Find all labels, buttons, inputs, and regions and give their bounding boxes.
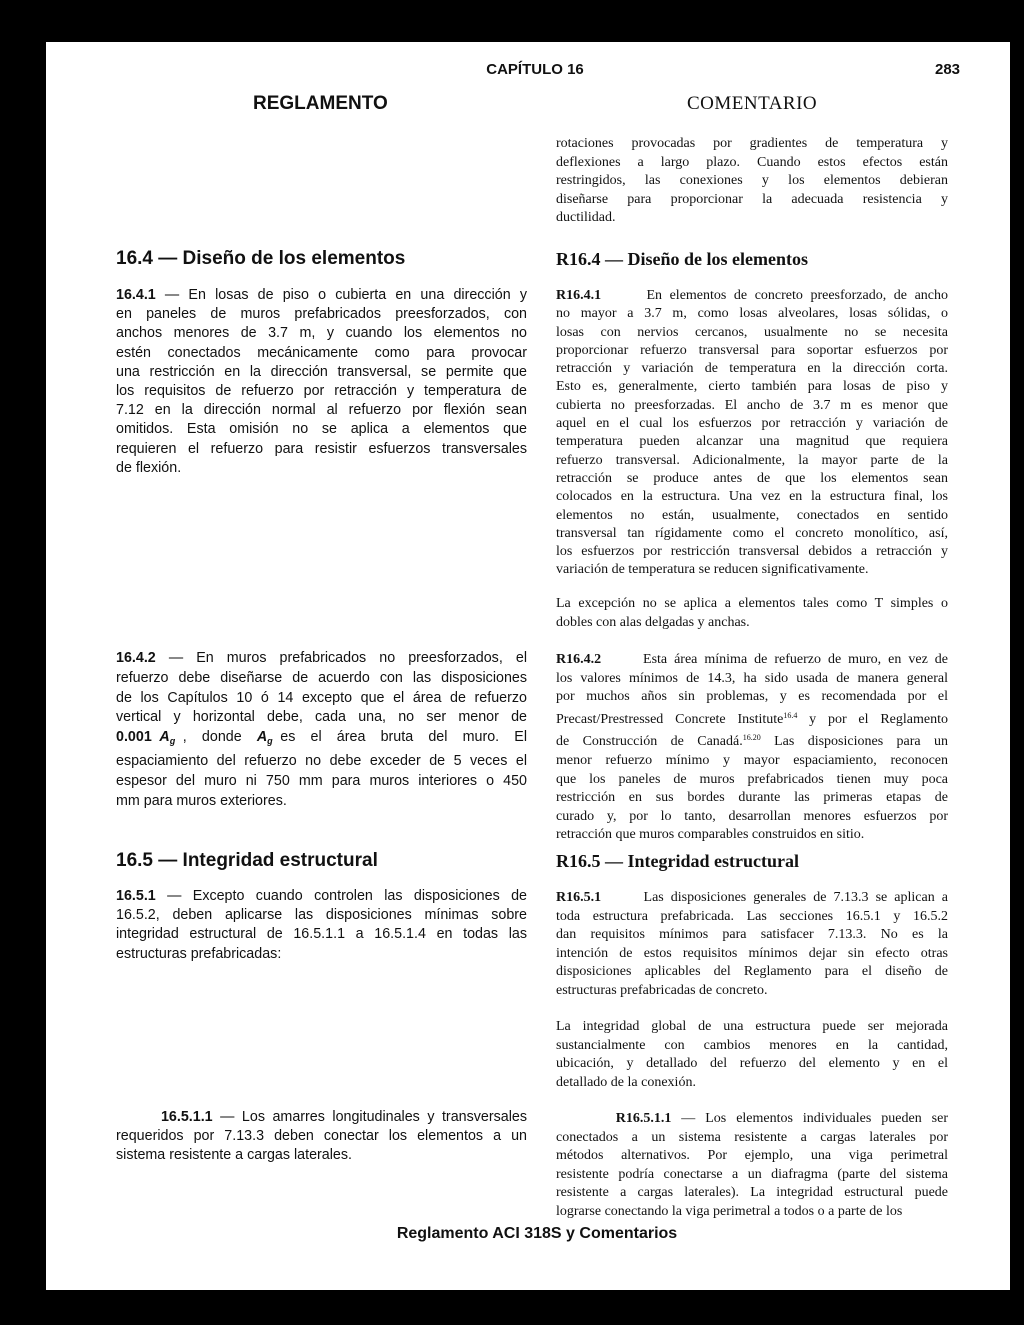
- text-run: 7.12 en la dirección normal al refuerzo por flexión sean: [116, 402, 527, 419]
- text-line: [556, 963, 948, 982]
- text-line: [116, 925, 527, 944]
- text-line: [556, 561, 948, 579]
- text-line: [556, 926, 948, 945]
- text-line: [556, 135, 948, 154]
- text-run: rotaciones provocadas por gradientes de temperatura y: [556, 136, 948, 151]
- text-run: 16.5.1: [116, 888, 156, 904]
- text-run: sistema resistente a cargas laterales.: [116, 1147, 353, 1164]
- text-line: [556, 688, 948, 707]
- text-line: [116, 1108, 527, 1127]
- text-line: [556, 651, 948, 670]
- text-line: [556, 707, 948, 730]
- superscript-reference: 16.20: [742, 733, 761, 743]
- text-run: A: [159, 729, 170, 746]
- text-run: dobles con alas delgadas y anchas.: [556, 614, 750, 630]
- page-number: 283: [935, 61, 961, 78]
- text-line: [116, 906, 527, 925]
- text-run: métodos alternativos. Por ejemplo, una viga perimetral: [556, 1148, 948, 1164]
- text-run: menor refuerzo mínimo y mayor espaciamiento, reconocen: [556, 752, 948, 768]
- text-line: [556, 452, 948, 470]
- text-line: [556, 1037, 948, 1056]
- text-run: restricción en sus bordes durante las primeras etapas de: [556, 790, 948, 806]
- paragraph-16-5-1: [116, 887, 527, 964]
- page-footer: Reglamento ACI 318S y Comentarios: [396, 1225, 678, 1242]
- text-run: [116, 1109, 161, 1125]
- text-line: [556, 729, 948, 752]
- text-run: por muchos años sin problemas, y es recomendada por el: [556, 689, 948, 705]
- text-run: no mayor a 3.7 m, como losas alveolares, losas sólidas, o: [556, 306, 948, 322]
- paragraph-16-4-2: [116, 649, 527, 811]
- text-run: resistente a cargas laterales). La integridad estructural puede: [556, 1185, 948, 1201]
- text-run: requieren el refuerzo para resistir esfuerzos transversales: [116, 440, 527, 457]
- paragraph-16-4-1: [116, 286, 527, 478]
- text-run: los valores mínimos de 14.3, ha sido usada de manera general: [556, 670, 948, 686]
- text-run: de los Capítulos 10 ó 14 excepto que el área de refuerzo: [116, 689, 527, 706]
- text-run: Precast/Prestressed Concrete Institute: [556, 711, 784, 727]
- text-run: toda estructura prefabricada. Las secciones 16.5.1 y 16.5.2: [556, 908, 948, 924]
- text-run: 16.4.1: [116, 287, 156, 303]
- text-run: conectados a un sistema resistente a cargas laterales por: [556, 1129, 948, 1145]
- text-run: transversal tan rígidamente como el concreto monolítico, así,: [556, 525, 948, 541]
- text-run: — Excepto cuando controlen las disposiciones de: [155, 888, 527, 904]
- subscript: g: [267, 736, 273, 747]
- text-line: [116, 1127, 527, 1146]
- text-line: [556, 1074, 948, 1093]
- text-run: refuerzo transversal. Adicionalmente, la mayor parte de la: [556, 452, 948, 468]
- text-run: requeridos por 7.13.3 deben conectar los elementos a un: [116, 1128, 527, 1145]
- text-run: 16.5.1.1: [160, 1109, 213, 1125]
- text-run: de Construcción de Canadá.: [556, 734, 743, 750]
- text-line: [556, 1184, 948, 1203]
- text-line: [116, 324, 527, 343]
- text-line: [556, 287, 948, 305]
- text-line: [556, 154, 948, 173]
- text-line: [556, 397, 948, 415]
- text-line: [556, 1129, 948, 1148]
- text-run: ductilidad.: [556, 210, 616, 226]
- text-run: diseñarse para proporcionar la adecuada resistencia y: [556, 191, 948, 207]
- text-run: 16.5.2, deben aplicarse las disposiciones mínimas sobre: [116, 907, 527, 924]
- text-run: [556, 1111, 616, 1126]
- text-line: [116, 1146, 527, 1165]
- section-heading-16-5: 16.5 — Integridad estructural: [116, 850, 378, 871]
- text-run: los esfuerzos por restricción transversal debidos a retracción y: [556, 544, 948, 560]
- text-run: restringidos, las conexiones y los elementos debieran: [556, 173, 948, 189]
- text-run: resistente podría conectarse a un diafragma (parte del sistema: [556, 1166, 948, 1182]
- text-line: [556, 488, 948, 506]
- text-line: [556, 982, 948, 1001]
- text-run: mm para muros exteriores.: [116, 792, 287, 809]
- text-line: [556, 378, 948, 396]
- text-run: R16.5.1: [556, 890, 602, 905]
- text-line: [556, 342, 948, 360]
- text-run: los requisitos de refuerzo por retracción y temperatura de: [116, 383, 527, 400]
- text-run: 0.001: [116, 729, 160, 746]
- text-run: losas con nervios cercanos, usualmente no se necesita: [556, 324, 948, 340]
- text-line: [556, 1203, 948, 1222]
- text-run: de flexión.: [116, 459, 182, 476]
- column-title-comentario: COMENTARIO: [687, 93, 818, 114]
- text-run: R16.4.1: [556, 288, 602, 303]
- text-line: [556, 543, 948, 561]
- text-line: [556, 771, 948, 790]
- text-run: en paneles de muros prefabricados preesforzados, con: [116, 306, 527, 323]
- text-line: [116, 305, 527, 324]
- text-line: [556, 595, 948, 614]
- text-run: lograrse conectando la viga perimetral a todos o a parte de los: [556, 1203, 903, 1219]
- text-run: es el área bruta del muro. El: [272, 729, 528, 746]
- text-run: vertical y horizontal debe, cada una, no ser menor de: [116, 709, 527, 726]
- text-run: R16.4.2: [556, 652, 602, 667]
- text-run: R16.5.1.1: [615, 1111, 672, 1126]
- text-line: [556, 507, 948, 525]
- text-run: elementos no están, usualmente, conectados en sentido: [556, 507, 948, 523]
- text-line: [116, 382, 527, 401]
- text-line: [556, 808, 948, 827]
- text-line: [556, 525, 948, 543]
- section-heading-r16-5: R16.5 — Integridad estructural: [556, 851, 799, 871]
- text-line: [556, 945, 948, 964]
- text-run: temperatura pueden alcanzar una magnitud que requiera: [556, 434, 948, 450]
- text-line: [116, 669, 527, 689]
- text-line: [116, 792, 527, 812]
- text-run: integridad estructural de 16.5.1.1 a 16.5.1.4 en todas las: [116, 926, 527, 943]
- text-line: [116, 286, 527, 305]
- text-line: [116, 887, 527, 906]
- text-line: [556, 670, 948, 689]
- text-run: curado y, por lo tanto, desarrollan menores esfuerzos por: [556, 808, 948, 824]
- paragraph-16-5-1-1: [116, 1108, 527, 1166]
- text-line: [556, 614, 948, 633]
- text-line: [116, 728, 527, 752]
- paragraph-r16-4-1-exception: [556, 595, 948, 632]
- text-run: , donde: [175, 729, 257, 746]
- text-run: Esto es, generalmente, cierto también para losas de piso y: [556, 379, 948, 395]
- text-line: [556, 826, 948, 845]
- text-line: [556, 752, 948, 771]
- superscript-reference: 16.4: [783, 710, 798, 720]
- text-line: [556, 324, 948, 342]
- text-line: [116, 344, 527, 363]
- text-run: — Los elementos individuales pueden ser: [671, 1111, 949, 1126]
- text-line: [116, 649, 527, 669]
- column-title-reglamento: REGLAMENTO: [253, 93, 388, 114]
- text-run: Esta área mínima de refuerzo de muro, en vez de: [601, 652, 948, 667]
- text-line: [556, 789, 948, 808]
- section-heading-16-4: 16.4 — Diseño de los elementos: [116, 248, 406, 269]
- commentary-intro-paragraph: [556, 135, 948, 228]
- paragraph-r16-5-1: [556, 889, 948, 1001]
- text-run: sustancialmente con cambios menores en la cantidad,: [556, 1037, 948, 1053]
- text-run: A: [256, 729, 268, 746]
- text-line: [116, 401, 527, 420]
- text-line: [116, 945, 527, 964]
- text-line: [116, 689, 527, 709]
- text-run: cubierta no preesforzadas. El ancho de 3.7 m es menor que: [556, 397, 948, 413]
- text-run: anchos menores de 3.7 m, y cuando los elementos no: [116, 325, 527, 342]
- text-run: colocados en la estructura. Una vez en la estructura final, los: [556, 489, 948, 505]
- text-run: — Los amarres longitudinales y transversales: [212, 1109, 527, 1125]
- text-line: [556, 470, 948, 488]
- text-line: [556, 415, 948, 433]
- text-run: retracción y variación de temperatura en la dirección corta.: [556, 361, 948, 377]
- text-line: [116, 708, 527, 728]
- subscript: g: [169, 736, 176, 747]
- text-line: [556, 1110, 948, 1129]
- text-run: La integridad global de una estructura puede ser mejorada: [556, 1019, 948, 1034]
- paragraph-r16-5-1-integrity: [556, 1018, 948, 1092]
- text-line: [556, 209, 948, 228]
- text-run: dan requisitos mínimos para satisfacer 7.13.3. No es la: [556, 927, 948, 943]
- paragraph-r16-4-2: [556, 651, 948, 845]
- text-line: [116, 440, 527, 459]
- text-run: una restricción en la dirección transversal, se permite que: [116, 363, 527, 380]
- text-run: 16.4.2: [116, 650, 156, 666]
- text-line: [556, 908, 948, 927]
- text-run: variación de temperatura se reducen significativamente.: [556, 562, 869, 578]
- paragraph-r16-4-1: [556, 287, 948, 580]
- text-run: proporcionar refuerzo transversal para soportar esfuerzos por: [556, 342, 948, 358]
- text-line: [116, 363, 527, 382]
- text-line: [116, 459, 527, 478]
- text-run: Las disposiciones generales de 7.13.3 se aplican a: [601, 890, 948, 905]
- text-run: espesor del muro ni 750 mm para muros interiores o 450: [116, 772, 527, 789]
- text-run: intención de estos requisitos mínimos dejar sin efecto otras: [556, 945, 948, 961]
- text-run: y por el Reglamento: [797, 711, 948, 727]
- text-line: [116, 752, 527, 772]
- text-line: [556, 433, 948, 451]
- section-heading-r16-4: R16.4 — Diseño de los elementos: [556, 249, 808, 269]
- text-line: [556, 1018, 948, 1037]
- text-run: retracción se produce antes de que los elementos sean: [556, 470, 948, 486]
- text-line: [556, 1147, 948, 1166]
- text-run: que los paneles de muros prefabricados tienen muy poca: [556, 771, 948, 787]
- text-run: detallado de la conexión.: [556, 1074, 696, 1090]
- document-page: [46, 42, 1010, 1290]
- text-run: aquel en el cual los esfuerzos por retracción y variación de: [556, 416, 948, 432]
- text-run: La excepción no se aplica a elementos tales como T simples o: [556, 596, 948, 611]
- text-run: espaciamiento del refuerzo no debe exceder de 5 veces el: [116, 752, 527, 769]
- text-run: refuerzo debe diseñarse de acuerdo con las disposiciones: [116, 669, 527, 686]
- text-line: [556, 360, 948, 378]
- text-run: — En losas de piso o cubierta en una dirección y: [155, 287, 527, 303]
- text-run: En elementos de concreto preesforzado, de ancho: [601, 288, 948, 303]
- text-run: disposiciones aplicables del Reglamento para el diseño de: [556, 964, 948, 980]
- text-line: [556, 889, 948, 908]
- text-line: [116, 772, 527, 792]
- text-run: ubicación, y detallado del refuerzo del elemento y en el: [556, 1056, 948, 1072]
- text-run: estructuras prefabricadas:: [116, 945, 282, 962]
- text-run: retracción que muros comparables construidos en sitio.: [556, 827, 865, 843]
- text-line: [556, 172, 948, 191]
- text-line: [556, 191, 948, 210]
- text-line: [556, 305, 948, 323]
- text-run: deflexiones a largo plazo. Cuando estos efectos están: [556, 154, 948, 170]
- text-line: [556, 1055, 948, 1074]
- text-line: [556, 1166, 948, 1185]
- text-run: Las disposiciones para un: [760, 734, 948, 750]
- text-line: [116, 420, 527, 439]
- text-run: — En muros prefabricados no preesforzados, el: [155, 650, 527, 666]
- text-run: estén conectados mecánicamente como para provocar: [116, 344, 527, 361]
- paragraph-r16-5-1-1: [556, 1110, 948, 1222]
- text-run: omitidos. Esta omisión no se aplica a elementos que: [116, 421, 527, 438]
- chapter-header: CAPÍTULO 16: [486, 61, 584, 78]
- text-run: estructuras prefabricadas de concreto.: [556, 982, 768, 998]
